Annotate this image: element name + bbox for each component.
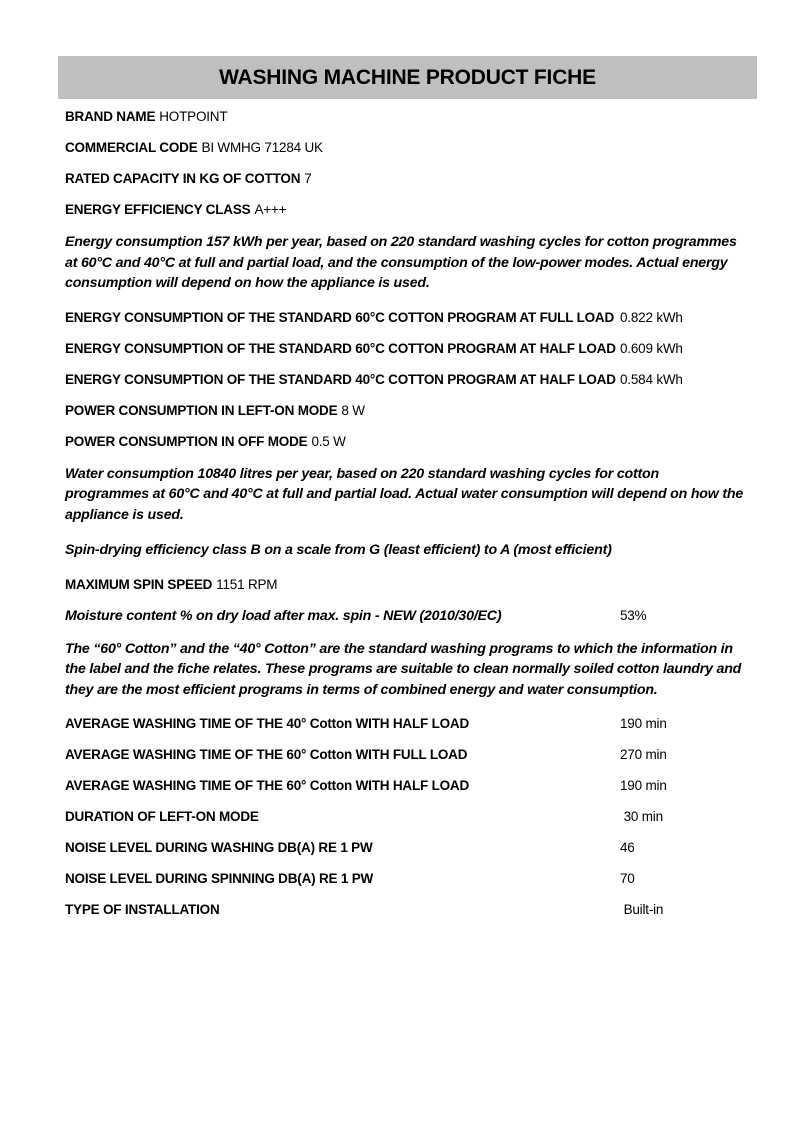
spec-label: AVERAGE WASHING TIME OF THE 40° Cotton WITH HALF LOAD xyxy=(65,716,470,731)
spec-row xyxy=(65,746,746,763)
spec-label: ENERGY EFFICIENCY CLASS xyxy=(65,202,251,217)
spec-value: 70 xyxy=(620,871,635,886)
spec-label: AVERAGE WASHING TIME OF THE 60° Cotton WITH FULL LOAD xyxy=(65,747,468,762)
spec-label: TYPE OF INSTALLATION xyxy=(65,902,220,917)
spec-row xyxy=(65,402,746,419)
spec-value: A+++ xyxy=(254,202,287,217)
spec-value: 53% xyxy=(620,607,647,623)
spec-row xyxy=(65,340,746,357)
note-paragraph: The “60° Cotton” and the “40° Cotton” are the standard washing programs to which the information in the label and the fiche relates. These programs are suitable to clean normally soiled cotton laundry and they are the most efficient programs in terms of combined energy and water consumption. xyxy=(65,640,742,698)
page-title: WASHING MACHINE PRODUCT FICHE xyxy=(219,65,596,89)
spec-label: NOISE LEVEL DURING SPINNING DB(A) RE 1 PW xyxy=(65,871,374,886)
spec-label: NOISE LEVEL DURING WASHING DB(A) RE 1 PW xyxy=(65,840,373,855)
spec-value: 1151 RPM xyxy=(216,576,278,592)
spec-label: RATED CAPACITY IN KG OF COTTON xyxy=(65,171,301,186)
spec-row xyxy=(65,108,746,125)
spec-value: 270 min xyxy=(620,747,667,762)
spec-value: BI WMHG 71284 UK xyxy=(201,140,323,155)
spec-value: 8 W xyxy=(341,402,365,418)
spec-value: 190 min xyxy=(620,716,667,731)
spec-value: 46 xyxy=(620,840,635,855)
spec-row xyxy=(65,139,746,156)
spec-label: ENERGY CONSUMPTION OF THE STANDARD 60°C COTTON PROGRAM AT FULL LOAD xyxy=(65,309,615,325)
spec-label: POWER CONSUMPTION IN OFF MODE xyxy=(65,433,308,449)
spec-row xyxy=(65,309,746,326)
spec-value: HOTPOINT xyxy=(159,109,228,124)
spec-value: Built-in xyxy=(620,902,664,917)
spec-label: MAXIMUM SPIN SPEED xyxy=(65,576,213,592)
spec-value: 190 min xyxy=(620,778,667,793)
spec-label: AVERAGE WASHING TIME OF THE 60° Cotton WITH HALF LOAD xyxy=(65,778,470,793)
spec-list xyxy=(65,108,746,932)
spec-row xyxy=(65,433,746,450)
spec-label: Moisture content % on dry load after max. spin - NEW (2010/30/EC) xyxy=(65,607,502,624)
spec-value: 30 min xyxy=(620,809,663,824)
spec-label: COMMERCIAL CODE xyxy=(65,140,198,155)
spec-row xyxy=(65,201,746,218)
spec-label: BRAND NAME xyxy=(65,109,156,124)
spec-label: ENERGY CONSUMPTION OF THE STANDARD 40°C COTTON PROGRAM AT HALF LOAD xyxy=(65,371,616,387)
note-paragraph: Spin-drying efficiency class B on a scale from G (least efficient) to A (most efficient) xyxy=(65,542,612,558)
spec-value: 0.584 kWh xyxy=(620,371,683,387)
spec-row xyxy=(65,777,746,794)
note-paragraph: Energy consumption 157 kWh per year, based on 220 standard washing cycles for cotton programmes at 60°C and 40°C at full and partial load, and the consumption of the low-power modes. Actual energy consumption will depend on how the appliance is used. xyxy=(65,234,737,291)
spec-row xyxy=(65,901,746,918)
spec-value: 0.5 W xyxy=(311,433,346,449)
spec-row xyxy=(65,839,746,856)
spec-label: ENERGY CONSUMPTION OF THE STANDARD 60°C COTTON PROGRAM AT HALF LOAD xyxy=(65,340,616,356)
spec-value: 7 xyxy=(304,171,312,186)
note-paragraph: Water consumption 10840 litres per year, based on 220 standard washing cycles for cotton programmes at 60°C and 40°C at full and partial load. Actual water consumption will depend on how the appliance is used. xyxy=(65,465,744,523)
spec-row xyxy=(65,715,746,732)
spec-label: POWER CONSUMPTION IN LEFT-ON MODE xyxy=(65,402,338,418)
spec-row xyxy=(65,607,746,625)
spec-value: 0.822 kWh xyxy=(620,309,683,325)
spec-label: DURATION OF LEFT-ON MODE xyxy=(65,809,259,824)
spec-row xyxy=(65,371,746,388)
spec-row xyxy=(65,808,746,825)
spec-value: 0.609 kWh xyxy=(620,340,683,356)
title-banner xyxy=(58,56,757,99)
spec-row xyxy=(65,170,746,187)
spec-row xyxy=(65,576,746,593)
spec-row xyxy=(65,870,746,887)
